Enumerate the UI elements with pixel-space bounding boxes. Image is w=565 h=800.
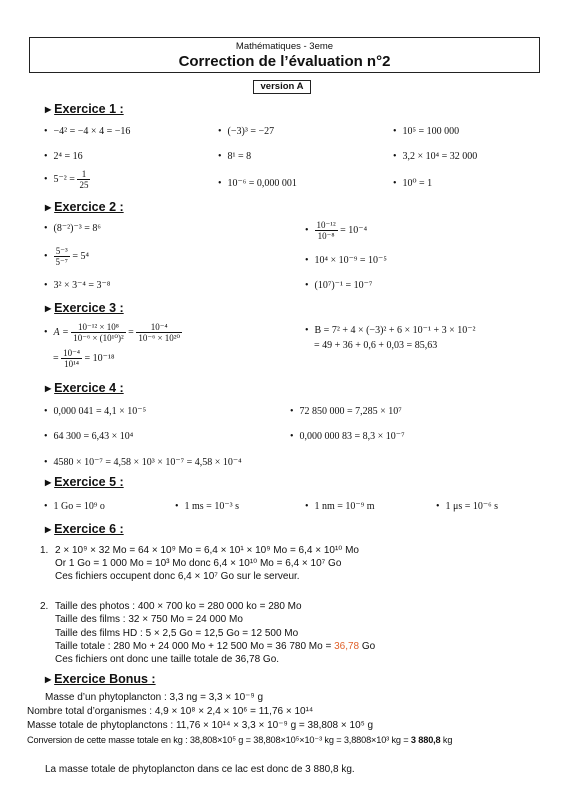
ex5-item: • 1 μs = 10⁻⁶ s <box>436 501 499 512</box>
ex6-line: Taille totale : 280 Mo + 24 000 Mo + 12 500 Mo = 36 780 Mo = 36,78 Go <box>55 641 376 652</box>
triangle-icon: ▶ <box>45 525 52 534</box>
list-number: 2. <box>40 601 49 612</box>
ex2-item: • $\frac{\text{10⁻¹²}}{\text{10⁻⁸}}$ = 10⁻⁴ <box>305 220 368 241</box>
page-title: Correction de l’évaluation n°2 <box>178 53 391 70</box>
header-box <box>29 37 540 73</box>
ex3-item: • B = 7² + 4 × (−3)² + 6 × 10⁻¹ + 3 × 10⁻² <box>305 325 476 336</box>
ex1-item: • 10⁰ = 1 <box>393 178 433 189</box>
triangle-icon: ▶ <box>45 384 52 393</box>
ex2-item: • 3² × 3⁻⁴ = 3⁻⁸ <box>44 280 111 291</box>
bonus-line: Nombre total d’organismes : 4,9 × 10⁸ × 2,4 × 10⁶ = 11,76 × 10¹⁴ <box>27 706 314 717</box>
ex1-item: • 10⁻⁶ = 0,000 001 <box>218 178 297 189</box>
ex2-item: • $\frac{\text{5⁻³}}{\text{5⁻⁷}}$ = 5⁴ <box>44 246 90 267</box>
ex4-item: • 72 850 000 = 7,285 × 10⁷ <box>290 406 402 417</box>
ex4-item: • 64 300 = 6,43 × 10⁴ <box>44 431 134 442</box>
ex5-item: • 1 ms = 10⁻³ s <box>175 501 239 512</box>
triangle-icon: ▶ <box>45 675 52 684</box>
section-ex1: ▶ Exercice 1 : <box>45 102 124 116</box>
ex6-line: Ces fichiers ont donc une taille totale de 36,78 Go. <box>55 654 280 665</box>
section-ex6: ▶ Exercice 6 : <box>45 522 124 536</box>
ex5-item: • 1 nm = 10⁻⁹ m <box>305 501 375 512</box>
ex1-item: • (−3)³ = −27 <box>218 126 275 137</box>
section-ex3: ▶ Exercice 3 : <box>45 301 124 315</box>
subject-label: Mathématiques - 3eme <box>235 41 334 52</box>
bonus-line: Masse d’un phytoplancton : 3,3 ng = 3,3 × 10⁻⁹ g <box>45 692 264 703</box>
highlight-value: 36,78 <box>334 641 360 652</box>
triangle-icon: ▶ <box>45 304 52 313</box>
section-ex5: ▶ Exercice 5 : <box>45 475 124 489</box>
ex5-item: • 1 Go = 10⁹ o <box>44 501 105 512</box>
bonus-conclusion: La masse totale de phytoplancton dans ce lac est donc de 3 880,8 kg. <box>45 764 355 775</box>
triangle-icon: ▶ <box>45 478 52 487</box>
section-ex4: ▶ Exercice 4 : <box>45 381 124 395</box>
ex6-line: 2 × 10⁹ × 32 Mo = 64 × 10⁹ Mo = 6,4 × 10¹ × 10⁹ Mo = 6,4 × 10¹⁰ Mo <box>55 545 359 556</box>
ex2-item: • (8⁻²)⁻³ = 8⁶ <box>44 223 101 234</box>
ex4-item: • 0,000 000 83 = 8,3 × 10⁻⁷ <box>290 431 405 442</box>
ex6-line: Or 1 Go = 1 000 Mo = 10³ Mo donc 6,4 × 10¹⁰ Mo = 6,4 × 10⁷ Go <box>55 558 342 569</box>
ex4-item: • 4580 × 10⁻⁷ = 4,58 × 10³ × 10⁻⁷ = 4,58 × 10⁻⁴ <box>44 457 242 468</box>
ex6-line: Taille des photos : 400 × 700 ko = 280 000 ko = 280 Mo <box>55 601 302 612</box>
ex6-line: Ces fichiers occupent donc 6,4 × 10⁷ Go sur le serveur. <box>55 571 300 582</box>
ex1-item: • −4² = −4 × 4 = −16 <box>44 126 131 137</box>
triangle-icon: ▶ <box>45 203 52 212</box>
list-number: 1. <box>40 545 49 556</box>
bonus-line: Masse totale de phytoplanctons : 11,76 × 10¹⁴ × 3,3 × 10⁻⁹ g = 38,808 × 10⁵ g <box>27 720 374 731</box>
ex1-item: • 2⁴ = 16 <box>44 151 83 162</box>
version-badge: version A <box>253 80 311 94</box>
ex1-item: • 10⁵ = 100 000 <box>393 126 460 137</box>
ex1-item: • 8¹ = 8 <box>218 151 252 162</box>
section-bonus: ▶ Exercice Bonus : <box>45 672 156 686</box>
ex6-line: Taille des films HD : 5 × 2,5 Go = 12,5 Go = 12 500 Mo <box>55 628 299 639</box>
ex1-item: • 5⁻² = $\frac{1}{25}$ <box>44 169 89 190</box>
ex4-item: • 0,000 041 = 4,1 × 10⁻⁵ <box>44 406 147 417</box>
ex1-item: • 3,2 × 10⁴ = 32 000 <box>393 151 478 162</box>
bonus-line: Conversion de cette masse totale en kg : 38,808×10⁵ g = 38,808×10⁵×10⁻³ kg = 3,8808×10³ kg = 3 880,8 kg <box>27 735 453 745</box>
ex2-item: • (10⁷)⁻¹ = 10⁻⁷ <box>305 280 373 291</box>
ex3-item: • A = $\frac{\text{10⁻¹² × 10⁸}}{\text{10⁻⁶ × (10¹⁰)²}}$ = $\frac{\text{10⁻⁴}}{\text{10⁻⁶ × 10²⁰}}$ <box>44 322 181 343</box>
ex2-item: • 10⁴ × 10⁻⁹ = 10⁻⁵ <box>305 255 387 266</box>
triangle-icon: ▶ <box>45 105 52 114</box>
ex3-item-cont: = 49 + 36 + 0,6 + 0,03 = 85,63 <box>314 340 438 351</box>
section-ex2: ▶ Exercice 2 : <box>45 200 124 214</box>
ex6-line: Taille des films : 32 × 750 Mo = 24 000 Mo <box>55 614 243 625</box>
ex3-item-cont: = $\frac{\text{10⁻⁴}}{\text{10¹⁴}}$ = 10⁻¹⁸ <box>53 348 115 369</box>
